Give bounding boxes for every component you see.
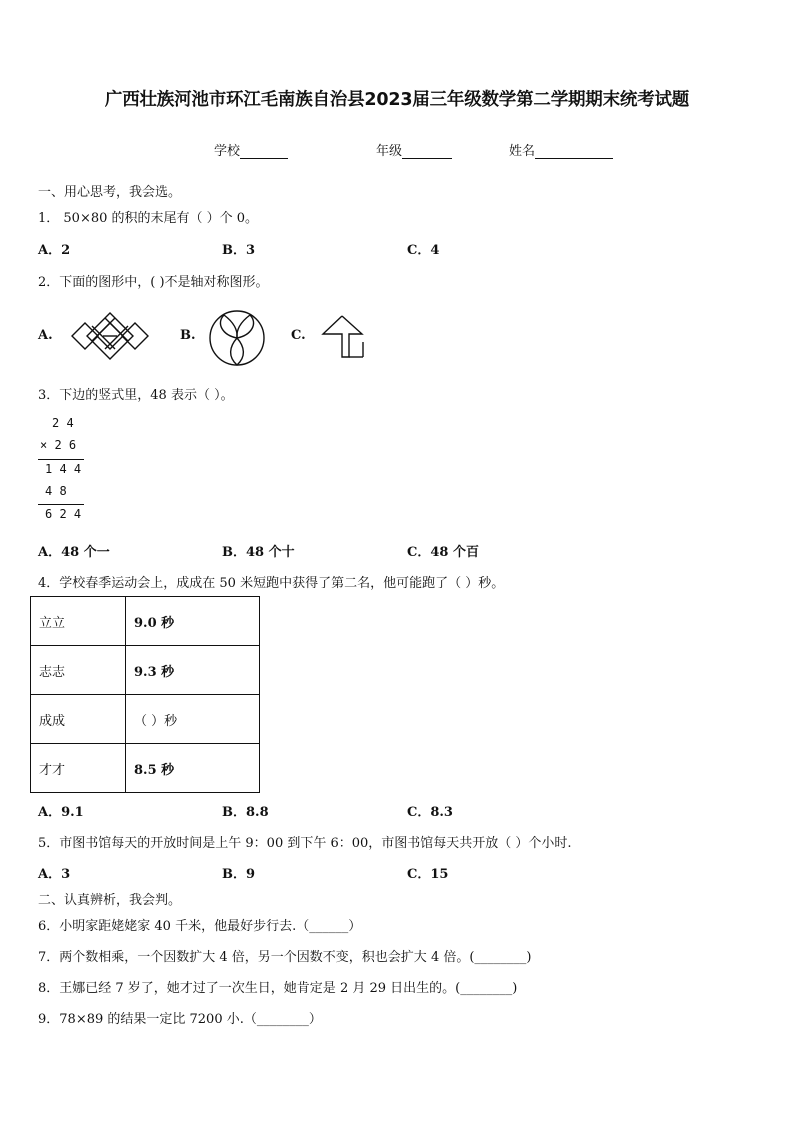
calc-rule-2 bbox=[38, 504, 84, 505]
option-value: 2 bbox=[61, 243, 71, 258]
runner-time: 9.0 秒 bbox=[126, 597, 260, 646]
q2-option-c-label[interactable]: C. bbox=[291, 328, 306, 343]
option-value: 9 bbox=[246, 867, 256, 882]
table-row bbox=[31, 695, 260, 744]
grade-field[interactable] bbox=[376, 140, 452, 159]
q4-option-b[interactable] bbox=[222, 801, 269, 820]
results-table bbox=[30, 596, 260, 793]
calc-partial-2: 4 8 bbox=[45, 484, 67, 498]
q2-option-b-label[interactable]: B. bbox=[180, 328, 196, 343]
option-label: B． bbox=[222, 545, 246, 560]
question-5: 5．市图书馆每天的开放时间是上午 9：00 到下午 6：00，市图书馆每天共开放（ ）个小时. bbox=[38, 836, 572, 851]
runner-name: 志志 bbox=[31, 646, 126, 695]
calc-multiplier: × 2 6 bbox=[40, 438, 77, 452]
calc-partial-1: 1 4 4 bbox=[45, 462, 82, 476]
section-1-heading: 一、用心思考，我会选。 bbox=[38, 185, 182, 200]
q5-option-b[interactable] bbox=[222, 863, 255, 882]
table-row bbox=[31, 646, 260, 695]
q3-option-c[interactable] bbox=[407, 541, 479, 560]
option-value: 8.3 bbox=[430, 805, 453, 820]
calc-rule-1 bbox=[38, 459, 84, 460]
option-label: C． bbox=[407, 867, 431, 882]
q5-option-a[interactable] bbox=[38, 863, 70, 882]
runner-time: 8.5 秒 bbox=[126, 744, 260, 793]
calc-product: 6 2 4 bbox=[45, 507, 82, 521]
q1-option-b[interactable] bbox=[222, 239, 255, 258]
option-label: C． bbox=[407, 545, 431, 560]
option-value: 8.8 bbox=[246, 805, 269, 820]
option-value: 48 个百 bbox=[430, 545, 479, 560]
question-6: 6．小明家距姥姥家 40 千米，他最好步行去.（______） bbox=[38, 919, 362, 934]
q5-option-c[interactable] bbox=[407, 863, 448, 882]
name-label: 姓名 bbox=[509, 144, 536, 159]
section-2-heading: 二、认真辨析，我会判。 bbox=[38, 893, 182, 908]
option-value: 15 bbox=[430, 867, 449, 882]
table-row bbox=[31, 597, 260, 646]
option-value: 4 bbox=[430, 243, 440, 258]
option-label: C． bbox=[407, 805, 431, 820]
name-field[interactable] bbox=[509, 140, 613, 159]
runner-name: 才才 bbox=[31, 744, 126, 793]
option-value: 9.1 bbox=[61, 805, 84, 820]
option-label: B． bbox=[222, 867, 246, 882]
name-blank[interactable] bbox=[535, 145, 613, 159]
school-field[interactable] bbox=[214, 140, 288, 159]
q2-option-a-label[interactable]: A. bbox=[38, 328, 53, 343]
question-7: 7．两个数相乘，一个因数扩大 4 倍，另一个因数不变，积也会扩大 4 倍。(________) bbox=[38, 950, 532, 965]
option-value: 3 bbox=[246, 243, 256, 258]
question-1: 1． 50×80 的积的末尾有（ ）个 0。 bbox=[38, 211, 259, 226]
question-3: 3．下边的竖式里，48 表示（ ）。 bbox=[38, 388, 234, 403]
arrow-shape-figure bbox=[320, 314, 366, 360]
question-8: 8．王娜已经 7 岁了，她才过了一次生日，她肯定是 2 月 29 日出生的。(________) bbox=[38, 981, 518, 996]
q4-option-a[interactable] bbox=[38, 801, 84, 820]
table-row bbox=[31, 744, 260, 793]
school-blank[interactable] bbox=[240, 145, 288, 159]
school-label: 学校 bbox=[214, 144, 241, 159]
q1-option-a[interactable] bbox=[38, 239, 70, 258]
grade-label: 年级 bbox=[376, 144, 403, 159]
option-label: A． bbox=[38, 805, 62, 820]
question-9: 9．78×89 的结果一定比 7200 小.（________） bbox=[38, 1012, 322, 1027]
option-label: B． bbox=[222, 805, 246, 820]
q3-option-b[interactable] bbox=[222, 541, 295, 560]
option-label: C． bbox=[407, 243, 431, 258]
celtic-knot-figure bbox=[70, 312, 150, 360]
question-2: 2．下面的图形中，( )不是轴对称图形。 bbox=[38, 275, 269, 290]
question-4: 4．学校春季运动会上，成成在 50 米短跑中获得了第二名，他可能跑了（ ）秒。 bbox=[38, 576, 505, 591]
option-label: A． bbox=[38, 867, 62, 882]
option-label: A． bbox=[38, 243, 62, 258]
option-value: 48 个一 bbox=[61, 545, 110, 560]
runner-name: 成成 bbox=[31, 695, 126, 744]
option-label: A． bbox=[38, 545, 62, 560]
option-value: 48 个十 bbox=[246, 545, 295, 560]
q3-option-a[interactable] bbox=[38, 541, 110, 560]
option-label: B． bbox=[222, 243, 246, 258]
page-title: 广西壮族河池市环江毛南族自治县2023届三年级数学第二学期期末统考试题 bbox=[104, 90, 690, 110]
q1-option-c[interactable] bbox=[407, 239, 439, 258]
runner-time-blank[interactable]: （ ）秒 bbox=[126, 695, 260, 744]
grade-blank[interactable] bbox=[402, 145, 452, 159]
option-value: 3 bbox=[61, 867, 71, 882]
calc-multiplicand: 2 4 bbox=[52, 416, 74, 430]
q4-option-c[interactable] bbox=[407, 801, 453, 820]
circle-petal-figure bbox=[208, 309, 266, 367]
runner-time: 9.3 秒 bbox=[126, 646, 260, 695]
runner-name: 立立 bbox=[31, 597, 126, 646]
